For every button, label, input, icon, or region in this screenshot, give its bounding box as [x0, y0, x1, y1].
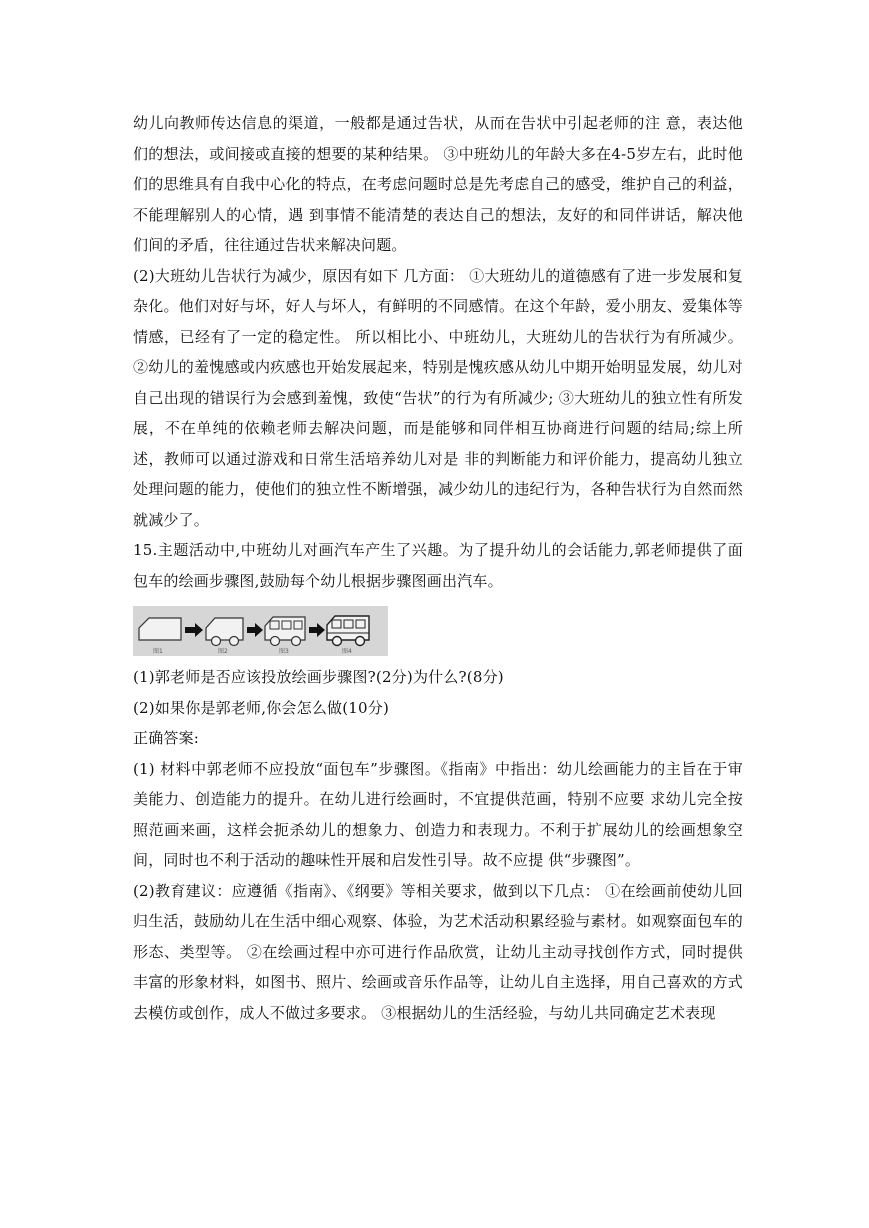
answer-part-1: (1) 材料中郭老师不应投放“面包车”步骤图。《指南》中指出：幼儿绘画能力的主旨在于审美能力、创造能力的提升。在幼儿进行绘画时，不宜提供范画，特别不应要 求幼儿完全按照范画来画，这样会扼杀幼儿的想象力、创造力和表现力。不利于扩展幼儿的绘画想象空间，同时也不利于活动的趣味性开展和启发性引导。故不应提 供“步骤图”。 — [133, 759, 743, 869]
question-15-prompt: 15.主题活动中,中班幼儿对画汽车产生了兴趣。为了提升幼儿的会话能力,郭老师提供了面包车的绘画步骤图,鼓励每个幼儿根据步骤图画出汽车。 — [133, 541, 743, 590]
step-2-drawing — [206, 618, 243, 646]
paragraph-continued: 幼儿向教师传达信息的渠道，一般都是通过告状，从而在告状中引起老师的注 意，表达他们的想法，或间接或直接的想要的某种结果。 ③中班幼儿的年龄大多在4-5岁左右，此时他们的思维具有自我中心化的特点，在考虑问题时总是先考虑自己的感受，维护自己的利益，不能理解别人的心情，遇 到事情不能清楚的表达自己的想法，友好的和同伴讲话，解决他们间的矛盾，往往通过告状来解决问题。 — [133, 114, 743, 254]
step-1-drawing — [139, 618, 181, 640]
van-steps-illustration — [133, 606, 388, 656]
document-body — [133, 108, 743, 1028]
van-drawing-steps-figure — [133, 606, 388, 656]
step-3-label: 图3 — [279, 648, 289, 655]
answer-heading: 正确答案: — [133, 729, 200, 747]
step-4-label: 图4 — [342, 648, 352, 655]
question-15-part-2: (2)如果你是郭老师,你会怎么做(10分) — [133, 698, 390, 717]
step-4-drawing — [327, 616, 369, 646]
arrow-icon — [185, 623, 203, 637]
question-15-part-1: (1)郭老师是否应该投放绘画步骤图?(2分)为什么?(8分) — [133, 668, 504, 686]
step-1-label: 图1 — [153, 648, 163, 655]
arrow-icon — [247, 623, 263, 637]
answer-part-2: (2)教育建议：应遵循《指南》、《纲要》等相关要求，做到以下几点： ①在绘画前使幼儿回归生活，鼓励幼儿在生活中细心观察、体验，为艺术活动积累经验与素材。如观察面包车的形态、类型等。 ②在绘画过程中亦可进行作品欣赏，让幼儿主动寻找创作方式，同时提供丰富的形象材料，如图书、照片、绘画或音乐作品等，让幼儿自主选择，用自己喜欢的方式 去模仿或创作，成人不做过多要求。 ③根据幼儿的生活经验，与幼儿共同确定艺术表现 — [133, 881, 743, 1022]
arrow-icon — [309, 623, 325, 637]
step-3-drawing — [265, 617, 305, 646]
paragraph-kindergarten-reasons: (2)大班幼儿告状行为减少，原因有如下 几方面： ①大班幼儿的道德感有了进一步发展和复杂化。他们对好与坏，好人与坏人，有鲜明的不同感情。在这个年龄，爱小朋友、爱集体等情感，已经有了一定的稳定性。 所以相比小、中班幼儿，大班幼儿的告状行为有所减少。②幼儿的羞愧感或内疚感也开始发展起来，特别是愧疚感从幼儿中期开始明显发展，幼儿对自己出现的错误行为会感到羞愧，致使“告状”的行为有所减少; ③大班幼儿的独立性有所发展，不在单纯的依赖老师去解决问题，而是能够和同伴相互协商进行问题的结局;综上所述，教师可以通过游戏和日常生活培养幼儿对是 非的判断能力和评价能力，提高幼儿独立处理问题的能力，使他们的独立性不断增强，减少幼儿的违纪行为，各种告状行为自然而然就减少了。 — [133, 266, 743, 529]
step-2-label: 图2 — [218, 648, 228, 655]
